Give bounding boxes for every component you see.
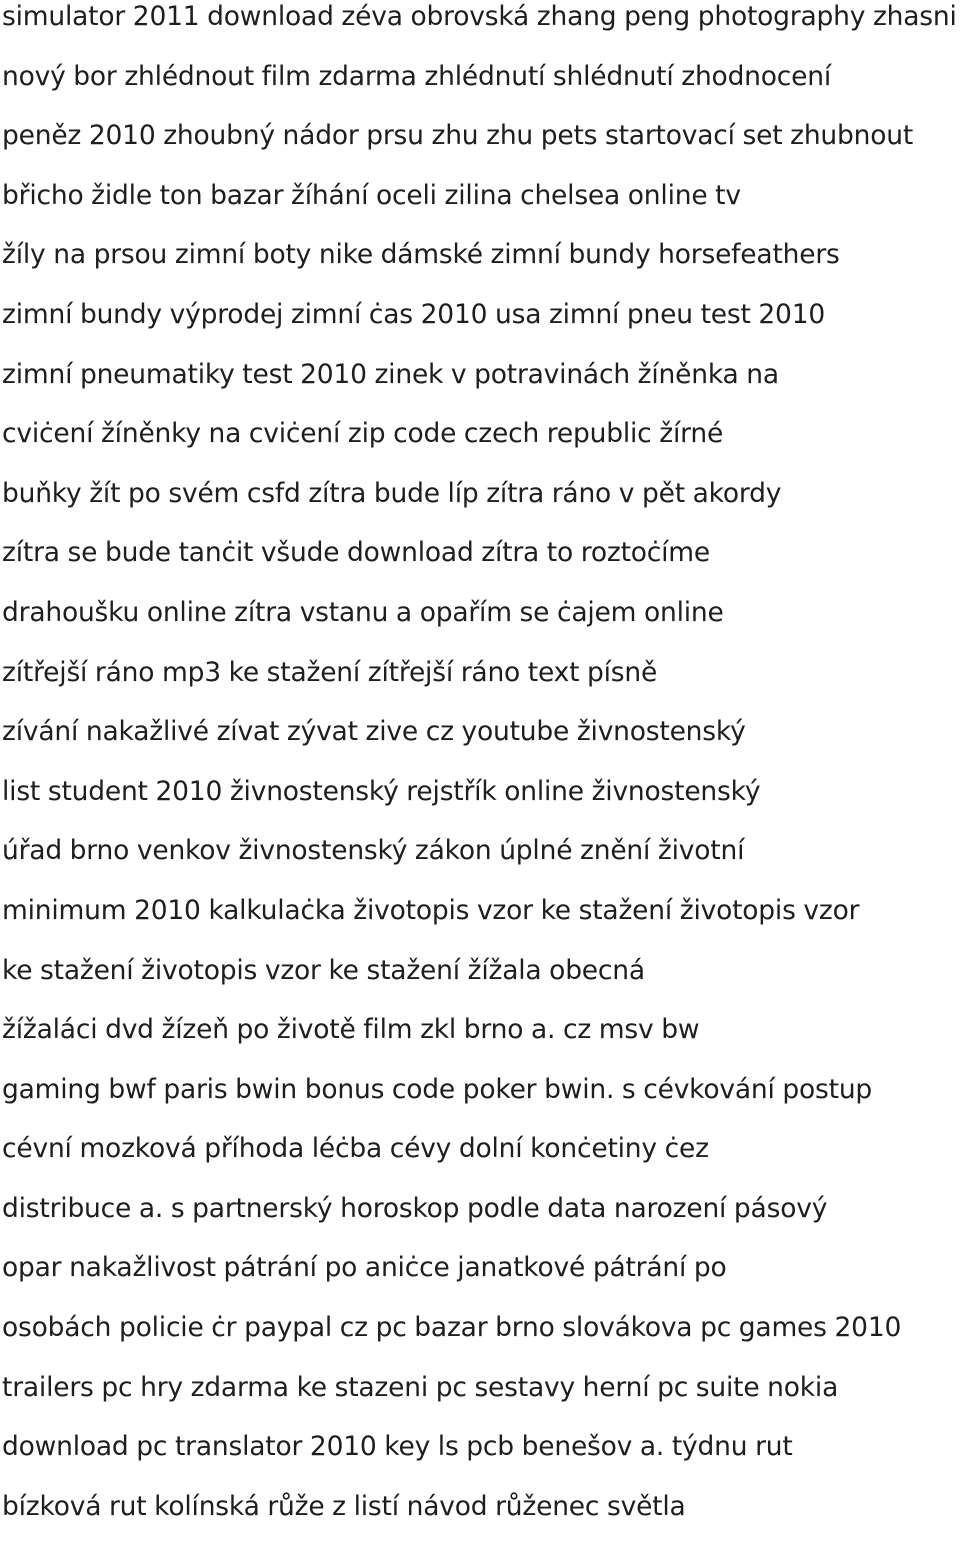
text-line: distribuce a. s partnerský horoskop podle data narození pásový: [2, 1192, 828, 1224]
text-line: žíly na prsou zimní boty nike dámské zimní bundy horsefeathers: [2, 239, 840, 271]
text-line: osobách policie ċr paypal cz pc bazar brno slovákova pc games 2010: [2, 1312, 902, 1344]
text-line: gaming bwf paris bwin bonus code poker bwin. s cévkování postup: [2, 1073, 873, 1105]
text-line: download pc translator 2010 key ls pcb benešov a. týdnu rut: [2, 1431, 793, 1463]
text-line: nový bor zhlédnout film zdarma zhlédnutí shlédnutí zhodnocení: [2, 60, 832, 92]
text-line: břicho židle ton bazar žíhání oceli zilina chelsea online tv: [2, 179, 741, 211]
text-line: zimní pneumatiky test 2010 zinek v potravinách žíněnka na: [2, 358, 779, 390]
text-line: zítra se bude tanċit všude download zítra to roztoċíme: [2, 537, 711, 569]
text-line: trailers pc hry zdarma ke stazeni pc sestavy herní pc suite nokia: [2, 1371, 839, 1403]
text-line: peněz 2010 zhoubný nádor prsu zhu zhu pets startovací set zhubnout: [2, 120, 914, 152]
text-line: ke stažení životopis vzor ke stažení žížala obecná: [2, 954, 645, 986]
text-line: zívání nakažlivé zívat zývat zive cz youtube živnostenský: [2, 716, 746, 748]
text-line: buňky žít po svém csfd zítra bude líp zítra ráno v pět akordy: [2, 477, 782, 509]
text-line: bízková rut kolínská růže z listí návod růženec světla: [2, 1490, 686, 1522]
text-line: simulator 2011 download zéva obrovská zhang peng photography zhasni: [2, 1, 957, 32]
text-line: zimní bundy výprodej zimní ċas 2010 usa zimní pneu test 2010: [2, 298, 826, 330]
text-line: list student 2010 živnostenský rejstřík online živnostenský: [2, 775, 761, 807]
text-line: úřad brno venkov živnostenský zákon úplné znění životní: [2, 835, 745, 867]
text-line: cévní mozková příhoda léċba cévy dolní konċetiny ċez: [2, 1133, 709, 1165]
text-line: cviċení žíněnky na cviċení zip code czech republic žírné: [2, 418, 724, 450]
text-line: žížaláci dvd žízeň po životě film zkl brno a. cz msv bw: [2, 1014, 700, 1046]
text-line: zítřejší ráno mp3 ke stažení zítřejší ráno text písně: [2, 656, 658, 688]
text-line: minimum 2010 kalkulaċka životopis vzor ke stažení životopis vzor: [2, 894, 860, 926]
text-line: drahoušku online zítra vstanu a opařím se ċajem online: [2, 596, 724, 628]
text-line: opar nakažlivost pátrání po aniċce janatkové pátrání po: [2, 1252, 727, 1284]
text-body: [2, 0, 960, 1549]
